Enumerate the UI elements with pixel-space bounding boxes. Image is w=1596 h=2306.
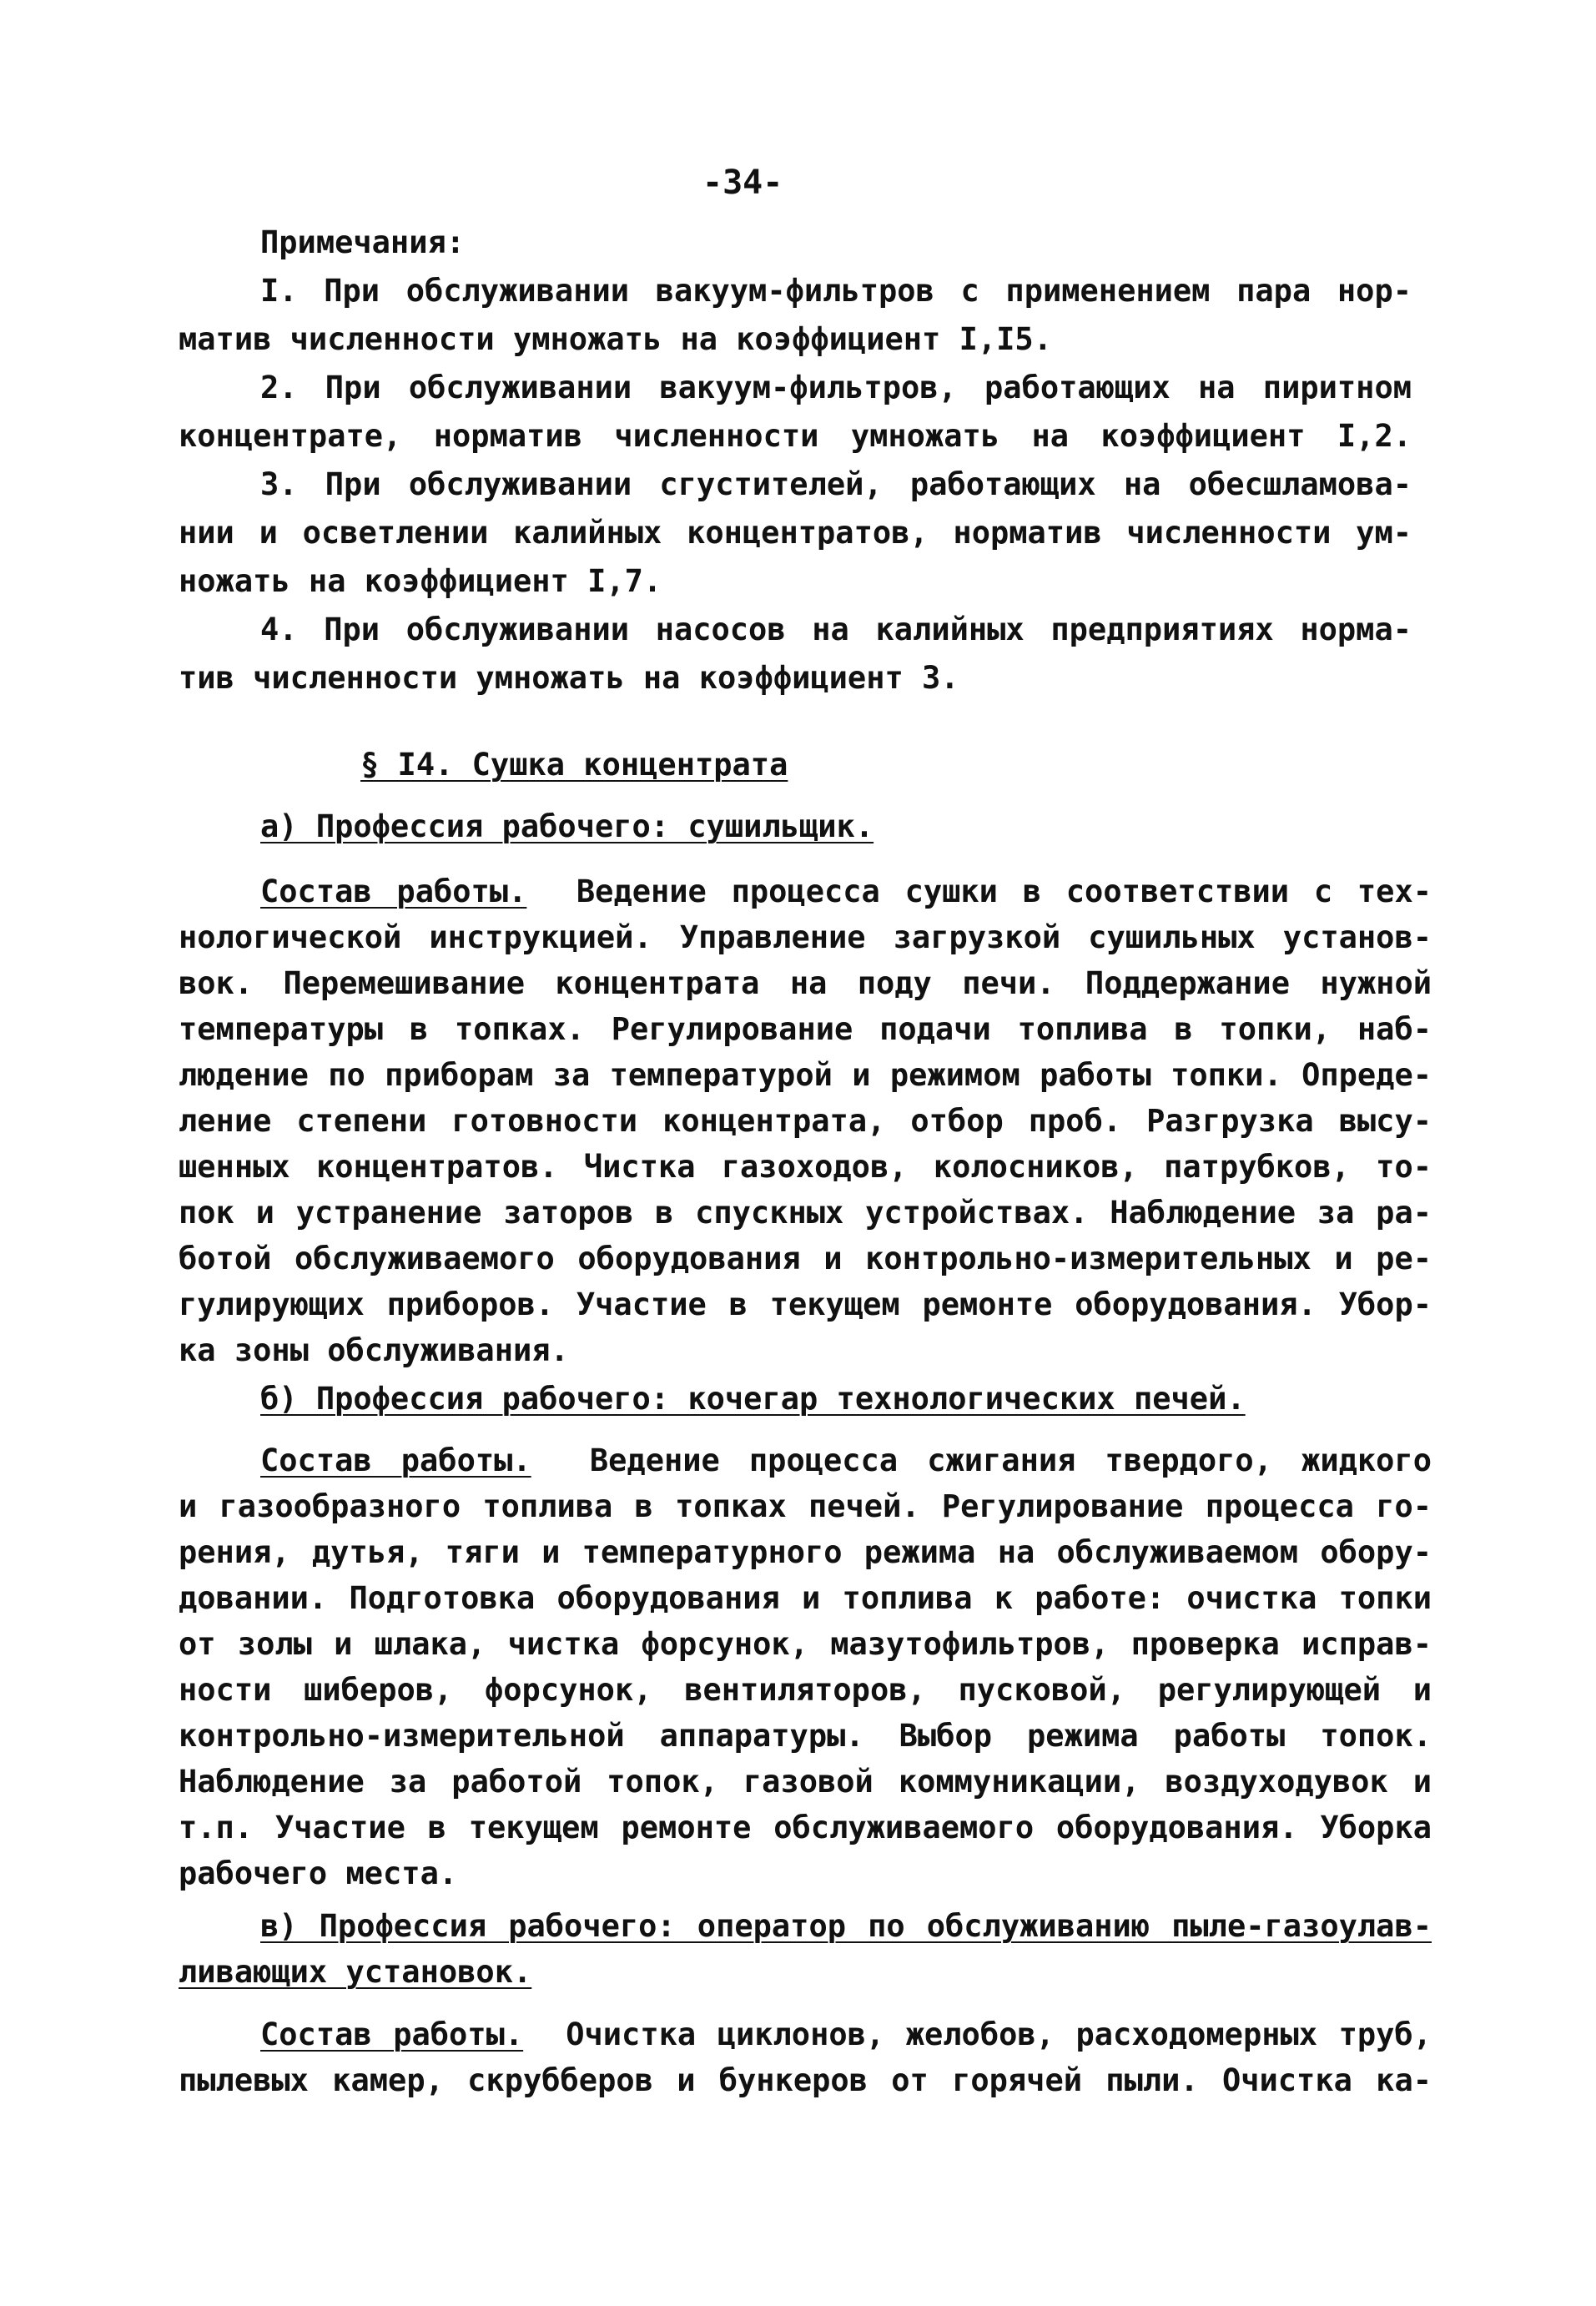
profession-b-line: довании. Подготовка оборудования и топлива к работе: очистка топки: [179, 1580, 1432, 1616]
profession-c-first-line: Состав работы. Очистка циклонов, желобов, расходомерных труб,: [260, 2016, 1432, 2052]
profession-b-line: т.п. Участие в текущем ремонте обслуживаемого оборудования. Уборка: [179, 1810, 1432, 1845]
page-number: -34-: [702, 164, 783, 202]
profession-b-line: контрольно-измерительной аппаратуры. Выбор режима работы топок.: [179, 1718, 1432, 1754]
profession-b-line: ности шиберов, форсунок, вентиляторов, пусковой, регулирующей и: [179, 1672, 1432, 1708]
profession-b-line: и газообразного топлива в топках печей. Регулирование процесса го-: [179, 1488, 1432, 1524]
notes-line: I. При обслуживании вакуум-фильтров с применением пара нор-: [260, 273, 1412, 309]
profession-a-line: пок и устранение заторов в спускных устройствах. Наблюдение за ра-: [179, 1195, 1432, 1231]
notes-line: матив численности умножать на коэффициент I,I5.: [179, 321, 1052, 357]
profession-a-line: вок. Перемешивание концентрата на поду печи. Поддержание нужной: [179, 965, 1432, 1001]
profession-a-line: ка зоны обслуживания.: [179, 1332, 569, 1368]
profession-c-label-cont: ливающих установок.: [179, 1954, 532, 1990]
notes-line: тив численности умножать на коэффициент 3.: [179, 660, 959, 696]
profession-a-line: ление степени готовности концентрата, отбор проб. Разгрузка высу-: [179, 1103, 1432, 1139]
profession-c-label: в) Профессия рабочего: оператор по обслуживанию пыле-газоулав-: [260, 1908, 1432, 1944]
profession-b-line: рабочего места.: [179, 1855, 458, 1891]
work-composition-label: Состав работы.: [260, 1443, 531, 1478]
notes-line: ножать на коэффициент I,7.: [179, 563, 662, 599]
profession-b-line: рения, дутья, тяги и температурного режима на обслуживаемом обору-: [179, 1534, 1432, 1570]
notes-line: концентрате, норматив численности умножать на коэффициент I,2.: [179, 418, 1412, 454]
notes-line: нии и осветлении калийных концентратов, норматив численности ум-: [179, 515, 1412, 551]
profession-a-line: людение по приборам за температурой и режимом работы топки. Опреде-: [179, 1057, 1432, 1093]
notes-line: 2. При обслуживании вакуум-фильтров, работающих на пиритном: [260, 370, 1412, 405]
profession-a-line: гулирующих приборов. Участие в текущем ремонте оборудования. Убор-: [179, 1286, 1432, 1322]
profession-a-first-line: Состав работы. Ведение процесса сушки в соответствии с тех-: [260, 874, 1432, 909]
profession-c-line: пылевых камер, скрубберов и бункеров от горячей пыли. Очистка ка-: [179, 2062, 1432, 2098]
section-title: § I4. Сушка концентрата: [360, 747, 788, 783]
notes-line: 4. При обслуживании насосов на калийных предприятиях норма-: [260, 612, 1412, 647]
work-composition-label: Состав работы.: [260, 874, 527, 909]
notes-line: 3. При обслуживании сгустителей, работающих на обесшламова-: [260, 466, 1412, 502]
profession-b-label: б) Профессия рабочего: кочегар технологических печей.: [260, 1381, 1246, 1417]
profession-a-line: шенных концентратов. Чистка газоходов, колосников, патрубков, то-: [179, 1149, 1432, 1185]
profession-b-line: от золы и шлака, чистка форсунок, мазутофильтров, проверка исправ-: [179, 1626, 1432, 1662]
work-composition-label: Состав работы.: [260, 2016, 524, 2052]
profession-b-line: Наблюдение за работой топок, газовой коммуникации, воздуходувок и: [179, 1764, 1432, 1800]
profession-a-label: а) Профессия рабочего: сушильщик.: [260, 808, 874, 844]
profession-a-line: температуры в топках. Регулирование подачи топлива в топки, наб-: [179, 1011, 1432, 1047]
profession-a-line: нологической инструкцией. Управление загрузкой сушильных установ-: [179, 919, 1432, 955]
profession-a-line: ботой обслуживаемого оборудования и контрольно-измерительных и ре-: [179, 1241, 1432, 1276]
profession-b-first-line: Состав работы. Ведение процесса сжигания твердого, жидкого: [260, 1443, 1432, 1478]
notes-heading: Примечания:: [260, 224, 466, 260]
